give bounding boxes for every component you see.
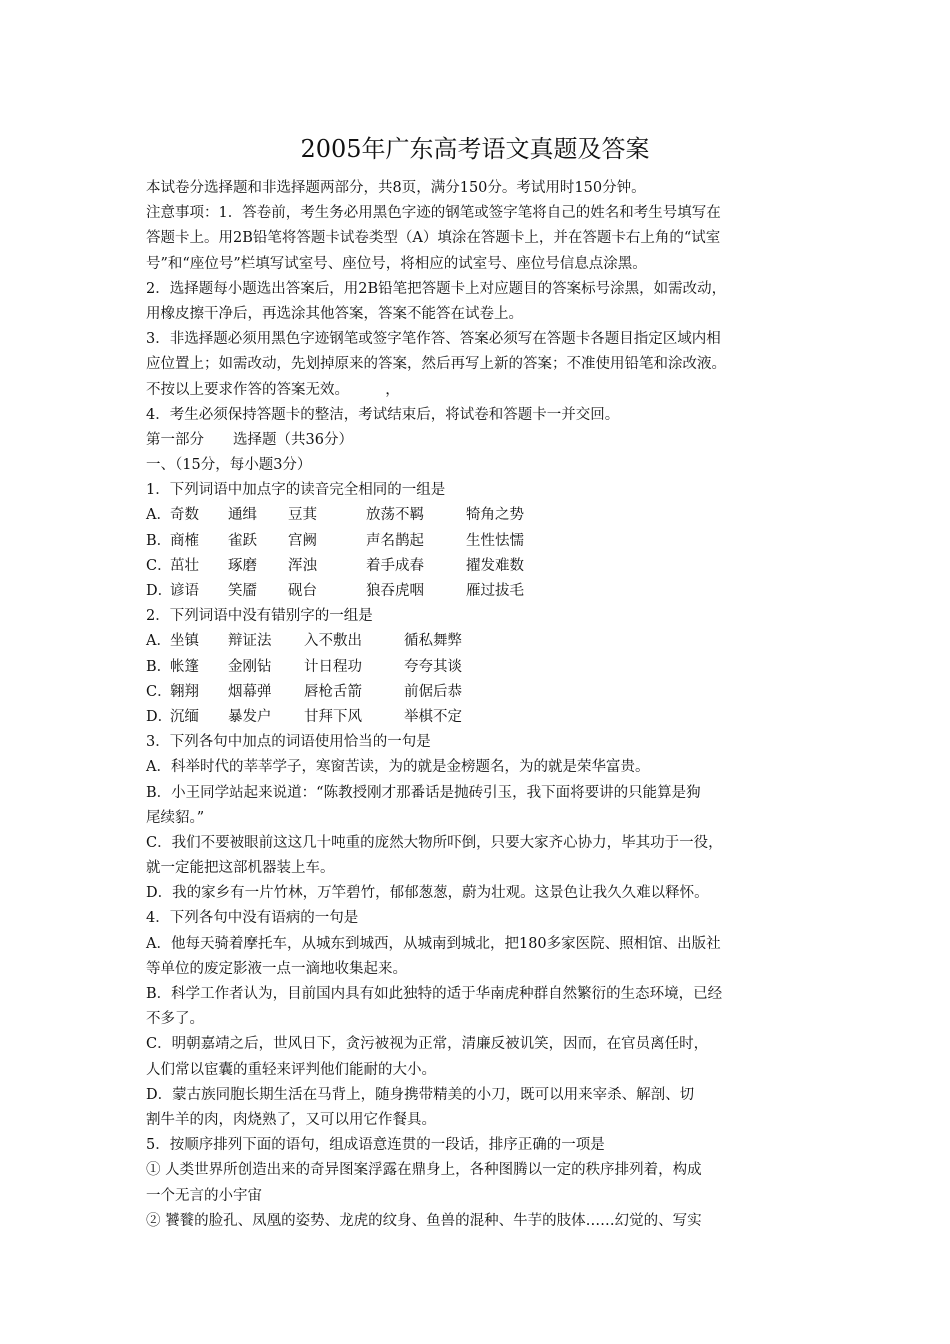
note-line: 注意事项：1．答卷前，考生务必用黑色字迹的钢笔或签字笔将自己的姓名和考生号填写在 [146,205,721,222]
answer-line: 就一定能把这部机器装上车。 [146,860,335,877]
answer-line: ② 饕餮的脸孔、凤凰的姿势、龙虎的纹身、鱼兽的混种、牛芋的肢体……幻觉的、写实 [146,1212,702,1229]
option-row [146,655,816,680]
answer-line: 不多了。 [146,1011,204,1028]
page-title: 2005年广东高考语文真题及答案 [300,135,650,163]
question-3 [146,730,816,906]
answer-line: C．我们不要被眼前这这几十吨重的庞然大物所吓倒，只要大家齐心协力，毕其功于一役， [146,834,723,851]
note-line: 不按以上要求作答的答案无效。 ， [146,381,400,398]
answer-line: B．小王同学站起来说道：“陈教授刚才那番话是抛砖引玉，我下面将要讲的只能算是狗 [146,784,701,801]
answer-line: ① 人类世界所创造出来的奇异图案浮露在鼎身上，各种图腾以一定的秩序排列着，构成 [146,1162,702,1179]
question-1 [146,478,816,604]
answer-line: D．蒙古族同胞长期生活在马背上，随身携带精美的小刀，既可以用来宰杀、解剖、切 [146,1086,695,1103]
option-word: 循私舞弊 [404,633,462,650]
option-row [146,503,816,528]
option-word: 浑浊 [288,557,317,574]
option-row [146,554,816,579]
answer-line: 尾续貂。” [146,809,205,826]
question-2 [146,604,816,730]
question-5 [146,1133,816,1234]
option-word: 帐篷 [170,658,199,675]
option-word: 甘拜下风 [304,708,362,725]
option-word: 唇枪舌箭 [304,683,362,700]
question-stem: 2．下列词语中没有错别字的一组是 [146,608,373,625]
question-stem: 5．按顺序排列下面的语句，组成语意连贯的一段话，排序正确的一项是 [146,1137,605,1154]
option-word: 暴发户 [228,708,272,725]
option-word: 笑靥 [228,583,257,599]
question-stem: 4．下列各句中没有语病的一句是 [146,910,359,927]
option-word: 豆萁 [288,507,317,524]
option-word: 举棋不定 [404,708,462,725]
option-label: D． [146,708,173,725]
option-word: 雀跃 [228,532,257,549]
option-word: 计日程功 [304,658,362,675]
option-word: 声名鹊起 [366,532,424,549]
option-word: 烟幕弹 [228,683,272,700]
option-word: 茁壮 [170,557,199,574]
answer-line: 割牛羊的肉，肉烧熟了，又可以用它作餐具。 [146,1111,436,1128]
note-line: 用橡皮擦干净后，再选涂其他答案，答案不能答在试卷上。 [146,305,523,322]
option-label: A． [146,507,171,524]
exam-content [146,176,816,1234]
answer-line: C．明朝嘉靖之后，世风日下，贪污被视为正常，清廉反被讥笑，因而，在官员离任时， [146,1036,709,1053]
answer-line: B．科学工作者认为，目前国内具有如此独特的适于华南虎种群自然繁衍的生态环境，已经 [146,986,723,1002]
option-row [146,629,816,654]
section-heading: 一、（15分，每小题3分） [146,457,312,474]
answer-line: 人们常以宦囊的重轻来评判他们能耐的大小。 [146,1061,436,1078]
option-word: 放荡不羁 [366,507,424,524]
option-row [146,579,816,604]
option-word: 金刚钻 [228,658,272,675]
note-line: 2．选择题每小题选出答案后，用2B铅笔把答题卡上对应题目的答案标号涂黑，如需改动， [146,280,727,297]
question-4 [146,906,816,1133]
note-line: 应位置上；如需改动，先划掉原来的答案，然后再写上新的答案；不准使用铅笔和涂改液。 [146,356,726,373]
answer-line: A．科举时代的莘莘学子，寒窗苦读，为的就是金榜题名，为的就是荣华富贵。 [146,759,650,776]
option-label: C． [146,683,172,700]
option-word: 坐镇 [170,633,199,650]
option-label: D． [146,583,173,599]
option-word: 着手成春 [366,557,424,574]
option-word: 前倨后恭 [404,683,462,700]
option-word: 辩证法 [228,633,272,650]
option-word: 宫阙 [288,532,317,549]
option-word: 翱翔 [170,683,199,700]
note-line: 3．非选择题必须用黑色字迹钢笔或签字笔作答、答案必须写在答题卡各题目指定区域内相 [146,331,721,348]
option-word: 砚台 [288,583,317,599]
option-word: 琢磨 [228,557,257,574]
option-label: B． [146,532,172,549]
option-word: 谚语 [170,583,199,599]
option-label: C． [146,557,172,574]
intro-text: 本试卷分选择题和非选择题两部分，共8页，满分150分。考试用时150分钟。 [146,180,646,196]
question-stem: 3．下列各句中加点的词语使用恰当的一句是 [146,734,431,751]
answer-line: D．我的家乡有一片竹林，万竿碧竹，郁郁葱葱，蔚为壮观。这景色让我久久难以释怀。 [146,885,709,902]
option-word: 奇数 [170,507,199,524]
notes-block [146,201,816,428]
option-label: B． [146,658,172,675]
option-word: 犄角之势 [466,507,524,524]
option-word: 入不敷出 [304,633,362,650]
option-word: 生性怯懦 [466,532,524,549]
question-stem: 1．下列词语中加点字的读音完全相同的一组是 [146,482,446,499]
note-line: 答题卡上。用2B铅笔将答题卡试卷类型（A）填涂在答题卡上，并在答题卡右上角的“试室 [146,230,721,247]
option-word: 雁过拔毛 [466,583,524,599]
part-heading: 第一部分 选择题（共36分） [146,431,353,448]
answer-line: 等单位的废定影液一点一滴地收集起来。 [146,960,407,977]
option-row [146,529,816,554]
option-label: A． [146,633,171,650]
answer-line: 一个无言的小宇宙 [146,1187,262,1204]
option-row [146,705,816,730]
option-word: 通缉 [228,507,257,524]
option-word: 狼吞虎咽 [366,583,424,599]
option-word: 沉缅 [170,708,199,725]
option-word: 擢发难数 [466,557,524,574]
note-line: 4．考生必须保持答题卡的整洁，考试结束后，将试卷和答题卡一并交回。 [146,406,620,423]
answer-line: A．他每天骑着摩托车，从城东到城西，从城南到城北，把180多家医院、照相馆、出版社 [146,935,721,952]
option-word: 夸夸其谈 [404,658,462,675]
note-line: 号”和“座位号”栏填写试室号、座位号，将相应的试室号、座位号信息点涂黑。 [146,255,647,272]
option-word: 商榷 [170,532,199,549]
option-row [146,680,816,705]
